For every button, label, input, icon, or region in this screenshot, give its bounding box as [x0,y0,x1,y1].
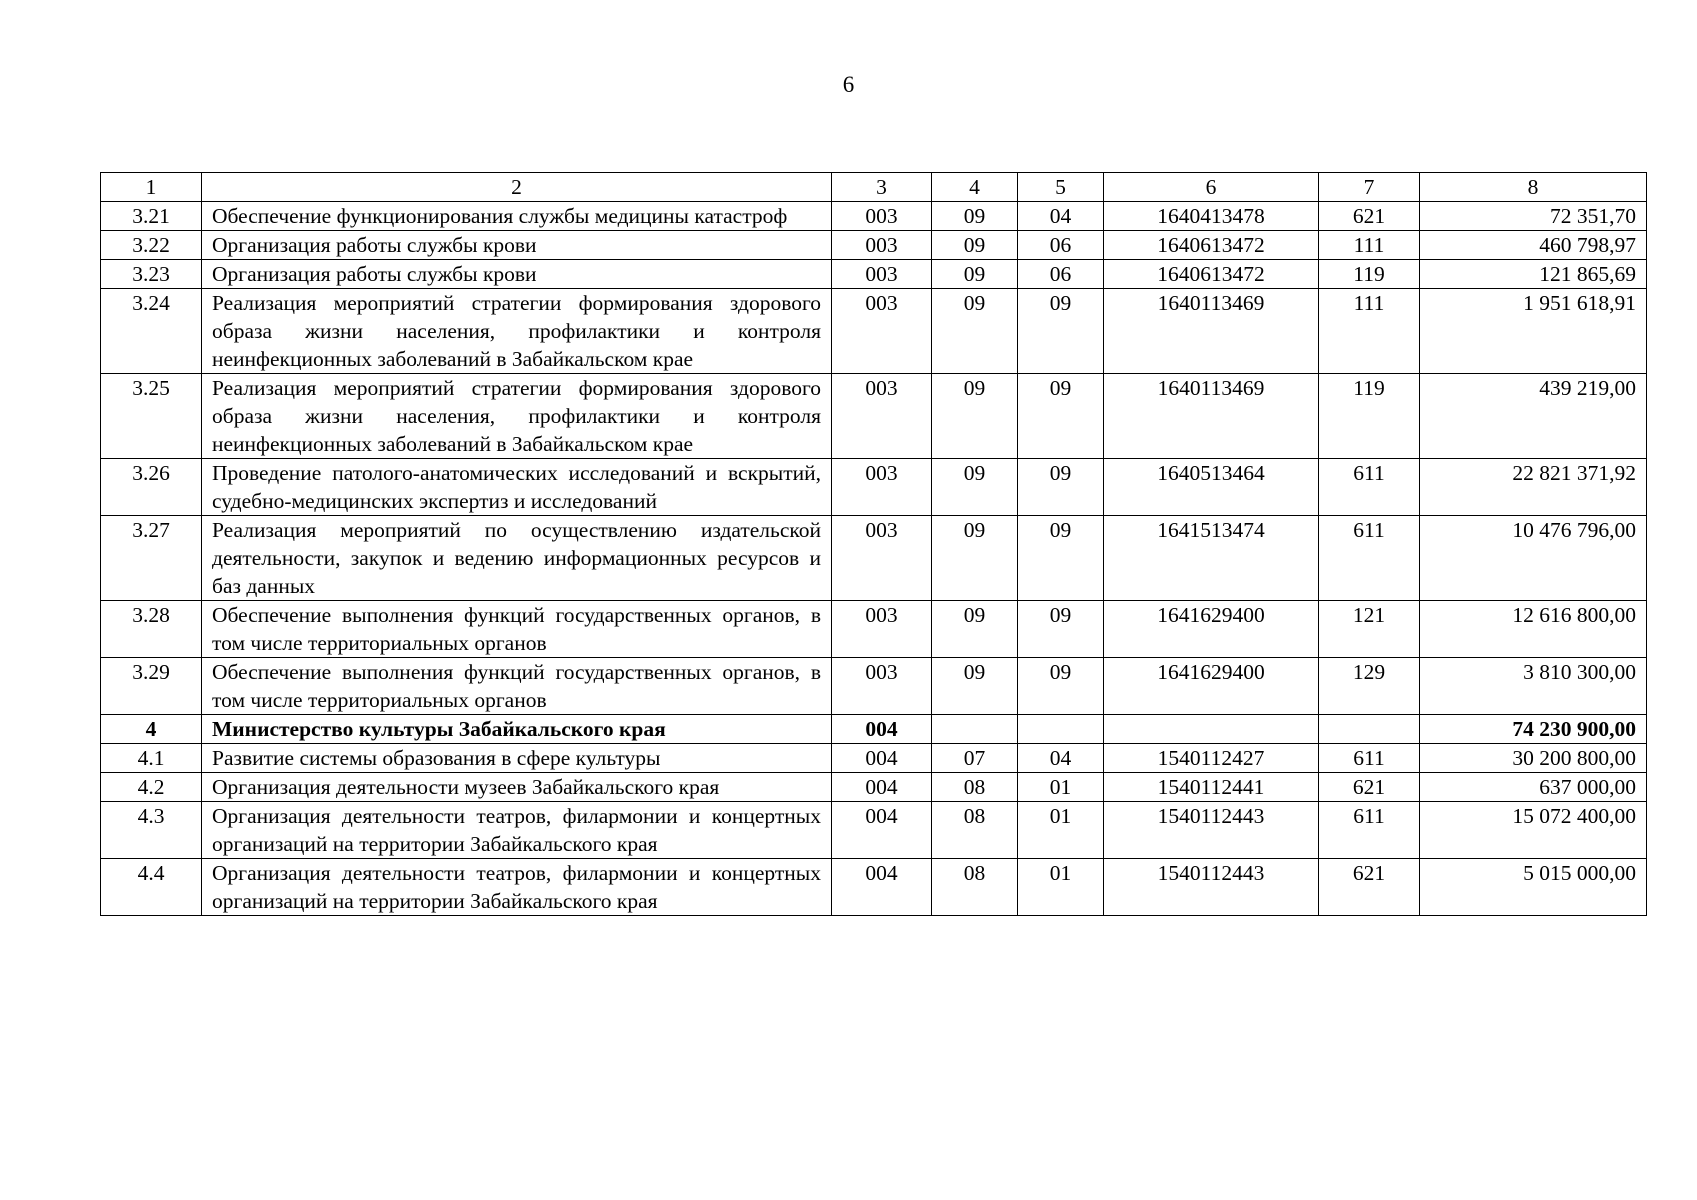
code-6: 1540112441 [1104,773,1319,802]
code-4: 08 [932,859,1018,916]
code-3: 004 [832,744,932,773]
amount: 10 476 796,00 [1420,516,1647,601]
column-header: 8 [1420,173,1647,202]
code-4: 09 [932,516,1018,601]
row-number: 3.29 [101,658,202,715]
code-6: 1641629400 [1104,601,1319,658]
code-3: 004 [832,859,932,916]
row-name: Реализация мероприятий стратегии формирования здорового образа жизни населения, профилактики и контроля неинфекционных заболеваний в Забайкальском крае [202,289,832,374]
code-5: 06 [1018,231,1104,260]
code-5: 01 [1018,802,1104,859]
code-6: 1540112443 [1104,859,1319,916]
code-7: 621 [1319,859,1420,916]
code-3: 003 [832,459,932,516]
row-number: 4.3 [101,802,202,859]
row-name: Организация работы службы крови [202,231,832,260]
code-7: 119 [1319,374,1420,459]
code-7: 129 [1319,658,1420,715]
row-name: Развитие системы образования в сфере культуры [202,744,832,773]
code-4: 09 [932,202,1018,231]
row-number: 3.24 [101,289,202,374]
row-number: 3.28 [101,601,202,658]
code-3: 003 [832,658,932,715]
code-6: 1640113469 [1104,289,1319,374]
amount: 22 821 371,92 [1420,459,1647,516]
code-4 [932,715,1018,744]
amount: 5 015 000,00 [1420,859,1647,916]
row-name: Обеспечение выполнения функций государственных органов, в том числе территориальных органов [202,601,832,658]
row-name: Реализация мероприятий стратегии формирования здорового образа жизни населения, профилактики и контроля неинфекционных заболеваний в Забайкальском крае [202,374,832,459]
column-header: 7 [1319,173,1420,202]
code-5: 09 [1018,289,1104,374]
column-header: 2 [202,173,832,202]
row-name: Организация деятельности театров, филармонии и концертных организаций на территории Забайкальского края [202,802,832,859]
code-7: 611 [1319,516,1420,601]
amount: 439 219,00 [1420,374,1647,459]
table-header-row [101,173,1647,202]
code-6: 1640613472 [1104,231,1319,260]
table-row [101,231,1647,260]
code-4: 09 [932,231,1018,260]
row-number: 4.4 [101,859,202,916]
code-6: 1641513474 [1104,516,1319,601]
code-6: 1641629400 [1104,658,1319,715]
code-5: 09 [1018,459,1104,516]
code-7: 611 [1319,802,1420,859]
amount: 74 230 900,00 [1420,715,1647,744]
row-number: 4.2 [101,773,202,802]
code-4: 07 [932,744,1018,773]
code-3: 003 [832,202,932,231]
code-7: 111 [1319,231,1420,260]
code-6: 1640113469 [1104,374,1319,459]
code-5: 04 [1018,202,1104,231]
code-7 [1319,715,1420,744]
budget-table [100,172,1647,916]
code-6: 1640613472 [1104,260,1319,289]
row-name: Организация деятельности театров, филармонии и концертных организаций на территории Забайкальского края [202,859,832,916]
code-4: 09 [932,601,1018,658]
row-name: Проведение патолого-анатомических исследований и вскрытий, судебно-медицинских экспертиз и исследований [202,459,832,516]
code-4: 08 [932,802,1018,859]
code-3: 003 [832,260,932,289]
code-7: 121 [1319,601,1420,658]
code-6: 1540112443 [1104,802,1319,859]
code-4: 09 [932,459,1018,516]
code-4: 09 [932,658,1018,715]
amount: 72 351,70 [1420,202,1647,231]
code-3: 003 [832,601,932,658]
row-name: Реализация мероприятий по осуществлению издательской деятельности, закупок и ведению информационных ресурсов и баз данных [202,516,832,601]
amount: 460 798,97 [1420,231,1647,260]
code-3: 003 [832,374,932,459]
code-4: 09 [932,260,1018,289]
code-3: 004 [832,802,932,859]
code-3: 004 [832,773,932,802]
table-row [101,289,1647,374]
code-3: 004 [832,715,932,744]
code-7: 611 [1319,744,1420,773]
column-header: 1 [101,173,202,202]
code-5 [1018,715,1104,744]
amount: 15 072 400,00 [1420,802,1647,859]
code-4: 09 [932,289,1018,374]
code-3: 003 [832,516,932,601]
code-7: 611 [1319,459,1420,516]
code-7: 621 [1319,773,1420,802]
code-5: 01 [1018,859,1104,916]
code-6: 1540112427 [1104,744,1319,773]
code-5: 06 [1018,260,1104,289]
code-7: 621 [1319,202,1420,231]
table-row [101,601,1647,658]
column-header: 3 [832,173,932,202]
code-5: 09 [1018,516,1104,601]
row-number: 3.21 [101,202,202,231]
code-5: 09 [1018,374,1104,459]
code-3: 003 [832,231,932,260]
column-header: 6 [1104,173,1319,202]
table-row [101,202,1647,231]
row-number: 3.22 [101,231,202,260]
table-body [101,202,1647,916]
table-row [101,773,1647,802]
column-header: 4 [932,173,1018,202]
column-header: 5 [1018,173,1104,202]
amount: 1 951 618,91 [1420,289,1647,374]
code-7: 111 [1319,289,1420,374]
row-number: 4 [101,715,202,744]
row-number: 3.25 [101,374,202,459]
row-number: 3.27 [101,516,202,601]
code-7: 119 [1319,260,1420,289]
row-name: Обеспечение выполнения функций государственных органов, в том числе территориальных органов [202,658,832,715]
code-5: 04 [1018,744,1104,773]
table-row [101,374,1647,459]
table-row [101,260,1647,289]
amount: 121 865,69 [1420,260,1647,289]
code-5: 01 [1018,773,1104,802]
row-number: 3.26 [101,459,202,516]
row-name: Организация работы службы крови [202,260,832,289]
code-6: 1640513464 [1104,459,1319,516]
table-row [101,859,1647,916]
table-row [101,658,1647,715]
table-row [101,802,1647,859]
row-name: Обеспечение функционирования службы медицины катастроф [202,202,832,231]
code-4: 08 [932,773,1018,802]
table-row [101,516,1647,601]
amount: 637 000,00 [1420,773,1647,802]
table-row [101,744,1647,773]
table-row [101,715,1647,744]
code-3: 003 [832,289,932,374]
code-6 [1104,715,1319,744]
code-6: 1640413478 [1104,202,1319,231]
amount: 12 616 800,00 [1420,601,1647,658]
table-row [101,459,1647,516]
code-4: 09 [932,374,1018,459]
amount: 30 200 800,00 [1420,744,1647,773]
amount: 3 810 300,00 [1420,658,1647,715]
code-5: 09 [1018,601,1104,658]
row-name: Министерство культуры Забайкальского края [202,715,832,744]
page-number: 6 [842,72,855,97]
row-number: 3.23 [101,260,202,289]
code-5: 09 [1018,658,1104,715]
row-number: 4.1 [101,744,202,773]
row-name: Организация деятельности музеев Забайкальского края [202,773,832,802]
